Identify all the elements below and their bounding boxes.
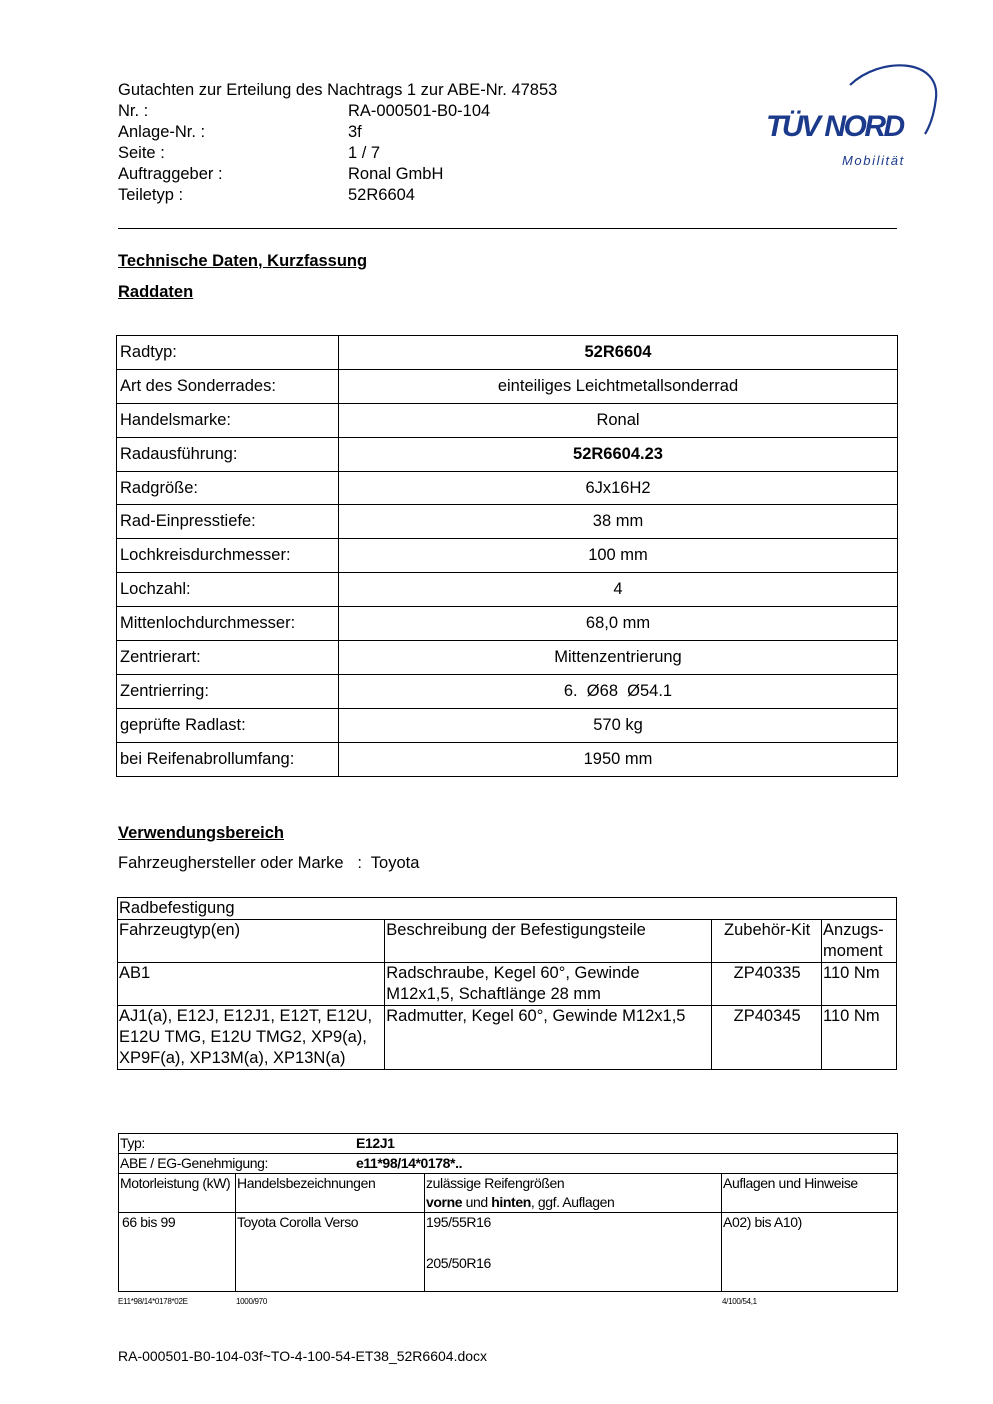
column-header: Motorleistung (kW) bbox=[119, 1174, 236, 1213]
tyre-size: 205/50R16 bbox=[426, 1255, 491, 1271]
table-row bbox=[117, 607, 898, 641]
header-value: 1 / 7 bbox=[348, 144, 381, 162]
wheel-value: 570 kg bbox=[339, 708, 898, 742]
column-header: Beschreibung der Befestigungsteile bbox=[385, 920, 712, 963]
wheel-value: einteiliges Leichtmetallsonderrad bbox=[339, 369, 898, 403]
header-row bbox=[118, 143, 557, 164]
wheel-label: Lochzahl: bbox=[117, 573, 339, 607]
wheel-value: 6Jx16H2 bbox=[339, 471, 898, 505]
table-cell: 110 Nm bbox=[822, 963, 897, 1006]
column-header: Auflagen und Hinweise bbox=[722, 1174, 898, 1213]
wheel-label: Mittenlochdurchmesser: bbox=[117, 607, 339, 641]
wheel-value: Ronal bbox=[339, 403, 898, 437]
table-row bbox=[117, 471, 898, 505]
header-row bbox=[118, 185, 557, 206]
wheel-value: 68,0 mm bbox=[339, 607, 898, 641]
table-row bbox=[117, 742, 898, 776]
header-value: RA-000501-B0-104 bbox=[348, 102, 491, 120]
fastening-caption: Radbefestigung bbox=[118, 898, 897, 920]
header-label: Teiletyp : bbox=[118, 186, 184, 204]
tyres-front: vorne bbox=[426, 1194, 463, 1210]
wheel-value: 1950 mm bbox=[339, 742, 898, 776]
table-cell-tyres bbox=[425, 1213, 722, 1292]
header-label: Auftraggeber : bbox=[118, 165, 223, 183]
wheel-label: Radtyp: bbox=[117, 336, 339, 370]
table-row bbox=[118, 898, 897, 920]
wheel-data-table bbox=[116, 335, 898, 777]
wheel-label: Radgröße: bbox=[117, 471, 339, 505]
column-header-tyres bbox=[425, 1174, 722, 1213]
table-row bbox=[117, 369, 898, 403]
table-row bbox=[117, 403, 898, 437]
table-row bbox=[117, 539, 898, 573]
fastening-table bbox=[117, 897, 897, 1070]
logo-brand: TÜV NORD bbox=[766, 110, 903, 143]
header-value: 3f bbox=[348, 123, 362, 141]
wheel-label: Radausführung: bbox=[117, 437, 339, 471]
wheel-value: 100 mm bbox=[339, 539, 898, 573]
tyres-rear: hinten bbox=[491, 1194, 531, 1210]
table-cell: A02) bis A10) bbox=[722, 1213, 898, 1292]
table-row bbox=[119, 1213, 898, 1292]
section-subtitle: Raddaten bbox=[118, 283, 194, 301]
header-label: Nr. : bbox=[118, 102, 149, 120]
section-title: Technische Daten, Kurzfassung bbox=[118, 252, 368, 270]
tyres-header-line bbox=[426, 1193, 721, 1212]
table-cell: 110 Nm bbox=[822, 1006, 897, 1070]
table-row bbox=[117, 505, 898, 539]
logo-subtitle: Mobilität bbox=[842, 153, 905, 168]
tuv-nord-logo bbox=[762, 58, 942, 173]
column-header: Anzugs-moment bbox=[822, 920, 897, 963]
table-row bbox=[118, 963, 897, 1006]
wheel-label: Zentrierring: bbox=[117, 674, 339, 708]
table-cell: Radschraube, Kegel 60°, Gewinde M12x1,5, Schaftlänge 28 mm bbox=[385, 963, 712, 1006]
footnote-left: E11*98/14*0178*02E bbox=[118, 1297, 188, 1306]
column-header: Zubehör-Kit bbox=[712, 920, 822, 963]
approval-value: e11*98/14*0178*.. bbox=[356, 1155, 463, 1171]
table-cell: AJ1(a), E12J, E12J1, E12T, E12U, E12U TMG, E12U TMG2, XP9(a), XP9F(a), XP13M(a), XP13N(a) bbox=[118, 1006, 385, 1070]
footnote-mid: 1000/970 bbox=[236, 1297, 267, 1306]
document-header bbox=[118, 80, 557, 206]
header-row bbox=[118, 122, 557, 143]
wheel-label: Lochkreisdurchmesser: bbox=[117, 539, 339, 573]
table-row bbox=[119, 1154, 898, 1174]
table-cell: Radmutter, Kegel 60°, Gewinde M12x1,5 bbox=[385, 1006, 712, 1070]
wheel-value: 6. Ø68 Ø54.1 bbox=[339, 674, 898, 708]
header-row bbox=[118, 101, 557, 122]
table-row bbox=[117, 641, 898, 675]
tyres-note: , ggf. Auflagen bbox=[530, 1194, 615, 1210]
table-header-row bbox=[119, 1174, 898, 1213]
approval-label: ABE / EG-Genehmigung: bbox=[120, 1155, 269, 1171]
wheel-label: Zentrierart: bbox=[117, 641, 339, 675]
wheel-label: Art des Sonderrades: bbox=[117, 369, 339, 403]
footnote-right: 4/100/54,1 bbox=[722, 1297, 757, 1306]
type-table bbox=[118, 1133, 898, 1292]
approval-row bbox=[119, 1154, 898, 1174]
header-value: 52R6604 bbox=[348, 186, 415, 204]
table-row bbox=[117, 437, 898, 471]
wheel-label: geprüfte Radlast: bbox=[117, 708, 339, 742]
table-cell: ZP40345 bbox=[712, 1006, 822, 1070]
header-label: Seite : bbox=[118, 144, 165, 162]
wheel-value: 52R6604.23 bbox=[339, 437, 898, 471]
table-row bbox=[118, 1006, 897, 1070]
file-name: RA-000501-B0-104-03f~TO-4-100-54-ET38_52R6604.docx bbox=[118, 1348, 488, 1364]
type-label: Typ: bbox=[120, 1135, 145, 1151]
wheel-value: 52R6604 bbox=[339, 336, 898, 370]
header-value: Ronal GmbH bbox=[348, 165, 444, 183]
header-row bbox=[118, 164, 557, 185]
tyre-size: 195/55R16 bbox=[426, 1214, 491, 1230]
header-rule bbox=[118, 228, 897, 229]
tyres-and: und bbox=[462, 1194, 492, 1210]
table-row bbox=[119, 1134, 898, 1154]
header-title: Gutachten zur Erteilung des Nachtrags 1 zur ABE-Nr. 47853 bbox=[118, 81, 558, 99]
wheel-value: Mittenzentrierung bbox=[339, 641, 898, 675]
wheel-label: Rad-Einpresstiefe: bbox=[117, 505, 339, 539]
wheel-label: Handelsmarke: bbox=[117, 403, 339, 437]
table-cell: Toyota Corolla Verso bbox=[236, 1213, 425, 1292]
tyres-header-line: zulässige Reifengrößen bbox=[426, 1175, 565, 1191]
wheel-label: bei Reifenabrollumfang: bbox=[117, 742, 339, 776]
usage-title: Verwendungsbereich bbox=[118, 824, 284, 842]
column-header: Fahrzeugtyp(en) bbox=[118, 920, 385, 963]
table-row bbox=[117, 708, 898, 742]
table-cell: 66 bis 99 bbox=[119, 1213, 236, 1292]
wheel-value: 4 bbox=[339, 573, 898, 607]
column-header: Handelsbezeichnungen bbox=[236, 1174, 425, 1213]
wheel-value: 38 mm bbox=[339, 505, 898, 539]
header-label: Anlage-Nr. : bbox=[118, 123, 206, 141]
table-row bbox=[117, 573, 898, 607]
table-row bbox=[117, 674, 898, 708]
table-row bbox=[117, 336, 898, 370]
usage-manufacturer: Fahrzeughersteller oder Marke : Toyota bbox=[118, 854, 420, 872]
table-cell: ZP40335 bbox=[712, 963, 822, 1006]
type-value: E12J1 bbox=[356, 1135, 395, 1151]
type-row bbox=[119, 1134, 898, 1154]
table-cell: AB1 bbox=[118, 963, 385, 1006]
table-header-row bbox=[118, 920, 897, 963]
